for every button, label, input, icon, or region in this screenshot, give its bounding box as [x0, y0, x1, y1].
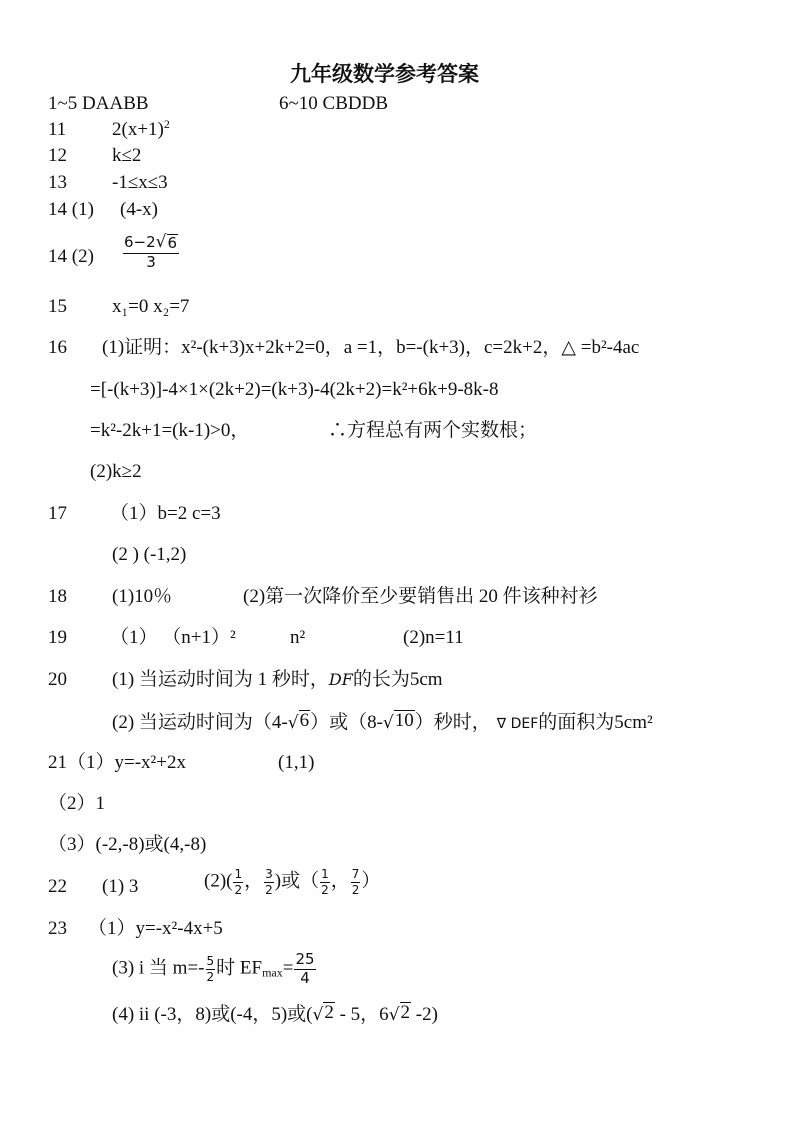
- q14-1-number: 14 (1): [48, 199, 94, 220]
- q22-part-1: (1) 3: [102, 876, 139, 897]
- radical-sign-icon: √: [155, 232, 167, 252]
- q23-radicand-2b: 2: [400, 1002, 411, 1023]
- q22-or: )或（: [274, 870, 320, 892]
- q23-line-2: [112, 952, 317, 987]
- q23-equals: =: [282, 957, 294, 979]
- frac-den: 4: [300, 968, 310, 987]
- q23-line-3: [112, 1002, 438, 1024]
- q11-number: 11: [48, 119, 67, 140]
- fraction-3-2: [264, 868, 274, 896]
- q16-line-1: (1)证明：x²-(k+3)x+2k+2=0，a =1，b=-(k+3)，c=2k+2，△ =b²-4ac: [102, 337, 640, 358]
- q13-answer: -1≤x≤3: [112, 172, 168, 193]
- q15-answer: x₁=0 x₂=7: [112, 296, 190, 317]
- sqrt-10: [383, 710, 415, 732]
- frac-num: 7: [351, 867, 360, 881]
- q20-df-label: DF: [328, 670, 353, 689]
- q21-vertex: (1,1): [278, 752, 315, 773]
- q22-number: 22: [48, 876, 67, 897]
- radical-sign-icon: √: [382, 712, 394, 733]
- q23-l2-text: (3) i 当 m=-: [112, 957, 205, 979]
- q23-l3-mid: - 5，6: [334, 1003, 389, 1025]
- q22-close: ）: [361, 870, 381, 892]
- q21-part-2: （2）1: [48, 793, 106, 814]
- q17-part-1: （1）b=2 c=3: [110, 503, 221, 524]
- q21-part-1: 21（1）y=-x²+2x: [48, 752, 186, 773]
- q21-part-3: （3）(-2,-8)或(4,-8): [48, 834, 207, 855]
- q17-number: 17: [48, 503, 67, 524]
- q23-l3-tail: -2): [411, 1003, 438, 1025]
- q20-radicand-10: 10: [394, 710, 414, 731]
- radical-sign-icon: √: [388, 1004, 400, 1025]
- fraction-25-4: [294, 952, 315, 987]
- q19-part-2: n²: [290, 627, 306, 648]
- q20-l2-seconds: ）秒时，: [414, 711, 491, 733]
- q14-2-numerator: [123, 234, 179, 254]
- q22-open: (2)(: [204, 870, 233, 892]
- q18-part-1: (1)10％: [112, 586, 173, 607]
- q11-exponent: 2: [163, 117, 170, 131]
- q19-number: 19: [48, 627, 67, 648]
- q19-part-1: （1） （n+1）²: [110, 627, 236, 648]
- q20-l1-tail: 的长为5cm: [352, 669, 443, 690]
- q13-number: 13: [48, 172, 67, 193]
- frac-num: 25: [295, 950, 315, 968]
- q11-answer: [112, 117, 170, 140]
- mc-answers-6-10: 6~10 CBDDB: [279, 93, 388, 114]
- q14-2-radicand: 6: [167, 234, 178, 253]
- fraction-5-2: [206, 955, 216, 983]
- q16-line-2: =[-(k+3)]-4×1×(2k+2)=(k+3)-4(2k+2)=k²+6k+9-8k-8: [90, 379, 499, 400]
- q23-radicand-2: 2: [324, 1002, 334, 1023]
- sqrt-6: [288, 710, 310, 732]
- q20-line-1: [112, 670, 443, 689]
- frac-num: 1: [321, 867, 329, 881]
- q22-comma-2: ，: [330, 870, 350, 892]
- q14-2-denominator: 3: [146, 252, 156, 271]
- frac-num: 5: [206, 954, 215, 969]
- q20-l2-tail: 的面积为5cm²: [538, 711, 653, 733]
- q15-number: 15: [48, 296, 67, 317]
- q14-1-answer: (4-x): [120, 199, 158, 220]
- radical-sign-icon: √: [312, 1004, 324, 1025]
- q22-part-2: [204, 868, 380, 896]
- q18-number: 18: [48, 586, 67, 607]
- frac-den: 2: [206, 969, 215, 984]
- q16-line-3a: =k²-2k+1=(k-1)>0，: [90, 420, 250, 441]
- q23-max-subscript: max: [262, 965, 283, 980]
- sqrt-2: [313, 1002, 335, 1024]
- q22-comma: ，: [244, 870, 264, 892]
- q20-l2-text: (2) 当运动时间为（4-: [112, 711, 288, 733]
- sqrt-6: [156, 234, 178, 252]
- q20-triangle-def: ∇ DEF: [496, 715, 539, 732]
- q23-l2-ef: 时 EF: [216, 957, 263, 979]
- q20-number: 20: [48, 669, 67, 690]
- q18-part-2: (2)第一次降价至少要销售出 20 件该种衬衫: [243, 586, 598, 607]
- q12-answer: k≤2: [112, 145, 142, 166]
- frac-den: 2: [265, 882, 273, 897]
- fraction-1-2b: [320, 868, 330, 896]
- q12-number: 12: [48, 145, 67, 166]
- q16-number: 16: [48, 337, 67, 358]
- q20-line-2: [112, 710, 653, 732]
- q20-radicand-6: 6: [299, 710, 310, 731]
- q14-2-answer: [122, 234, 180, 271]
- mc-answers-1-5: 1~5 DAABB: [48, 93, 149, 114]
- frac-num: 1: [234, 867, 243, 881]
- page-title: 九年级数学参考答案: [290, 62, 479, 86]
- frac-num: 3: [265, 867, 273, 881]
- frac-den: 2: [351, 882, 360, 897]
- q20-l2-mid: ）或（8-: [310, 711, 383, 733]
- q23-number: 23: [48, 918, 67, 939]
- q16-line-3b: ∴方程总有两个实数根；: [328, 420, 538, 441]
- q14-2-fraction: [123, 234, 179, 271]
- q19-part-3: (2)n=11: [403, 627, 464, 648]
- sqrt-2b: [389, 1002, 411, 1024]
- q23-l3-text: (4) ii (-3，8)或(-4，5)或(: [112, 1003, 313, 1025]
- q14-2-num-text: 6−2: [124, 233, 156, 251]
- q17-part-2: (2 ) (-1,2): [112, 544, 187, 565]
- fraction-7-2: [351, 868, 361, 896]
- q20-l1-text: (1) 当运动时间为 1 秒时，: [112, 669, 329, 690]
- q11-expr: 2(x+1): [112, 119, 164, 140]
- q23-line-1: （1）y=-x²-4x+5: [88, 918, 223, 939]
- radical-sign-icon: √: [287, 712, 299, 733]
- frac-den: 2: [234, 882, 243, 897]
- fraction-1-2: [233, 868, 243, 896]
- q14-2-number: 14 (2): [48, 246, 94, 267]
- frac-den: 2: [321, 882, 329, 897]
- q16-line-4: (2)k≥2: [90, 461, 142, 482]
